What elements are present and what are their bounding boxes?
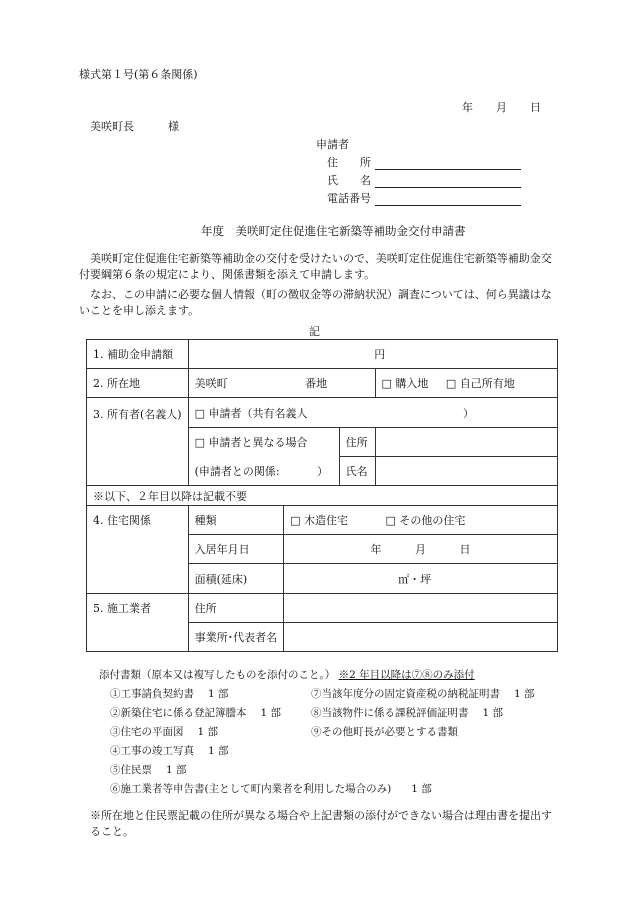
contractor-rep-field[interactable] [284, 623, 558, 652]
applicant-heading: 申請者 [316, 138, 349, 151]
document-title: 年度 美咲町定住促進住宅新築等補助金交付申請書 [201, 224, 466, 238]
address-field[interactable] [375, 157, 521, 170]
note-second-year: ※以下、２年目以降は記載不要 [87, 486, 558, 506]
date-day: 日 [530, 101, 541, 114]
checkbox-own-land[interactable]: □ 自己所有地 [445, 377, 515, 390]
label-subsidy-amount: 1. 補助金申請額 [87, 340, 189, 369]
label-location: 2. 所在地 [87, 369, 189, 398]
attachment-item: ④工事の竣工写真 1 部 [110, 745, 229, 757]
move-in-label: 入居年月日 [188, 535, 284, 564]
name-field[interactable] [375, 175, 521, 188]
housing-type-label: 種類 [188, 506, 284, 535]
checkbox-other-house[interactable]: □ その他の住宅 [385, 514, 466, 527]
attachment-item: ⑤住民票 1 部 [110, 764, 187, 776]
ki-label: 記 [309, 325, 320, 338]
owner-address-label: 住所 [339, 428, 375, 457]
addressee-title: 美咲町長 [90, 120, 134, 133]
attachments-right-list [311, 685, 535, 742]
floor-area-field[interactable]: ㎡・坪 [284, 564, 558, 594]
attachments-heading: 添付書類（原本又は複写したものを添付のこと。） ※2 年目以降は⑦⑧のみ添付 [99, 669, 475, 681]
row-housing-type [87, 506, 558, 535]
applicant-address: 住 所 [327, 154, 521, 170]
attachments-heading-note: ※2 年目以降は⑦⑧のみ添付 [338, 669, 475, 681]
contractor-address-field[interactable] [284, 594, 558, 623]
label-housing: 4. 住宅関係 [87, 506, 189, 594]
contractor-rep-label: 事業所･代表者名 [188, 623, 284, 652]
checkbox-wooden-house[interactable]: □ 木造住宅 [290, 514, 348, 527]
owner-name-field[interactable] [375, 457, 557, 486]
checkbox-purchased-land[interactable]: □ 購入地 [381, 377, 429, 390]
housing-type-options [284, 506, 558, 535]
land-type-options [375, 369, 557, 398]
owner-name-label: 氏名 [339, 457, 375, 486]
footnote: ※所在地と住民票記載の住所が異なる場合や上記書類の添付ができない場合は理由書を提出すること。 [90, 809, 552, 838]
attachment-item: ⑧当該物件に係る課税評価証明書 1 部 [311, 707, 504, 719]
date-month: 月 [496, 101, 507, 114]
contractor-address-label: 住所 [188, 594, 284, 623]
subsidy-amount-field[interactable]: 円 [188, 340, 557, 369]
owner-applicant-option[interactable]: □ 申請者（共有名義人 ） [188, 398, 557, 428]
applicant-phone: 電話番号 [327, 190, 521, 206]
row-subsidy-amount [87, 340, 558, 369]
floor-area-label: 面積(延床) [188, 564, 284, 594]
attachment-item: ⑥施工業者等申告書(主として町内業者を利用した場合のみ) 1 部 [110, 783, 432, 795]
application-table [86, 339, 558, 652]
row-note [87, 486, 558, 506]
location-field[interactable]: 美咲町 番地 [188, 369, 375, 398]
label-contractor: 5. 施工業者 [87, 594, 189, 652]
attachment-item: ③住宅の平面図 1 部 [110, 726, 219, 738]
body-paragraph-1: 美咲町定住促進住宅新築等補助金の交付を受けたいので、美咲町定住促進住宅新築等補助金交付要綱第６条の規定により、関係書類を添えて申請します。 [79, 252, 552, 281]
owner-address-field[interactable] [375, 428, 557, 457]
attachment-item: ⑦当該年度分の固定資産税の納税証明書 1 部 [311, 688, 535, 700]
owner-other-option[interactable]: □ 申請者と異なる場合 [188, 428, 339, 457]
form-code: 様式第１号(第６条関係) [79, 68, 198, 81]
addressee-honorific: 様 [168, 120, 179, 133]
row-location [87, 369, 558, 398]
phone-field[interactable] [375, 193, 521, 206]
date-year: 年 [462, 101, 473, 114]
label-owner: 3. 所有者(名義人) [87, 398, 189, 486]
move-in-date-field[interactable]: 年 月 日 [284, 535, 558, 564]
attachment-item: ①工事請負契約書 1 部 [110, 688, 229, 700]
row-contractor [87, 594, 558, 623]
owner-relation[interactable]: (申請者との関係: ） [188, 457, 339, 486]
attachment-item: ②新築住宅に係る登記簿謄本 1 部 [110, 707, 282, 719]
attachment-item: ⑨その他町長が必要とする書類 [311, 726, 458, 738]
applicant-name: 氏 名 [327, 172, 521, 188]
body-paragraph-2: なお、この申請に必要な個人情報（町の徴収金等の滞納状況）調査については、何ら異議はないことを申し添えます。 [79, 288, 552, 317]
row-owner [87, 398, 558, 428]
